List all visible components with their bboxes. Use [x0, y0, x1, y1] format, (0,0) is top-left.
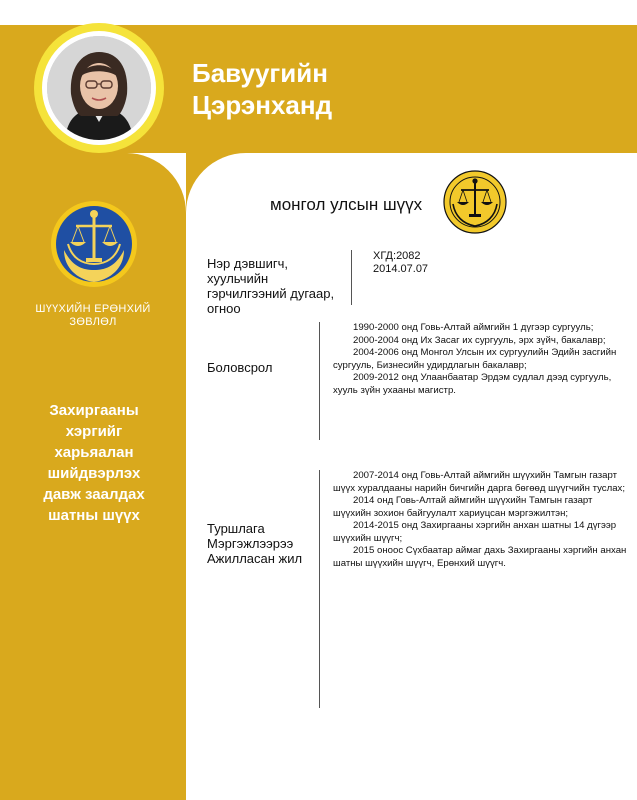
- name-line-1: Бавуугийн: [192, 58, 328, 88]
- person-portrait-icon: [47, 36, 151, 140]
- experience-item: 2014 онд Говь-Алтай аймгийн шүүхийн Тамгын газарт шүүхийн зохион байгуулалт хариуцсан мэргэжилтэн;: [333, 495, 593, 519]
- education-label: Боловсрол: [207, 360, 273, 375]
- candidate-name: [192, 57, 332, 121]
- education-item: 2009-2012 онд Улаанбаатар Эрдэм судлал дээд сургууль, хууль зүйн ухааны магистр.: [333, 372, 612, 396]
- education-item: 1990-2000 онд Говь-Алтай аймгийн 1 дүгээр сургууль;: [353, 322, 594, 333]
- education-item: 2004-2006 онд Монгол Улсын их сургуулийн Эдийн засгийн сургууль, Бизнесийн удирдлагын бакалавр;: [333, 347, 617, 371]
- portrait-frame: [34, 23, 164, 153]
- court-name-heading: монгол улсын шүүх: [270, 195, 423, 214]
- experience-label: Туршлага Мэргэжлээрээ Ажилласан жил: [207, 521, 303, 566]
- certificate-number: ХГД:2082: [373, 250, 421, 262]
- council-name: ШҮҮХИЙН ЕРӨНХИЙ ЗӨВЛӨЛ: [35, 303, 151, 328]
- education-list: [333, 322, 633, 397]
- portrait-photo: [47, 36, 151, 140]
- court-scales-emblem-icon: [443, 170, 507, 234]
- experience-item: 2015 оноос Сүхбаатар аймаг дахь Захиргааны хэргийн анхан шатны шүүхийн шүүгч, Ерөнхий шүүгч.: [333, 545, 627, 569]
- education-divider: [319, 322, 320, 440]
- name-line-2: Цэрэнханд: [192, 90, 333, 120]
- court-type-title: Захиргааны хэргийг харьяалан шийдвэрлэх давж заалдах шатны шүүх: [43, 402, 145, 524]
- nomination-divider: [351, 250, 352, 305]
- judicial-council-emblem-icon: [50, 200, 138, 288]
- education-item: 2000-2004 онд Их Засаг их сургууль, эрх зүйч, бакалавр;: [353, 334, 606, 346]
- experience-item: 2007-2014 онд Говь-Алтай аймгийн шүүхийн Тамгын газарт шүүх хуралдааны нарийн бичгийн дарга бөгөөд шүүгчийн туслах;: [333, 470, 625, 494]
- nomination-values: [373, 250, 428, 276]
- experience-divider: [319, 470, 320, 708]
- certificate-date: 2014.07.07: [373, 263, 429, 275]
- experience-item: 2014-2015 онд Захиргааны хэргийн анхан шатны 14 дүгээр шүүхийн шүүгч;: [333, 520, 617, 544]
- experience-list: [333, 470, 633, 570]
- nomination-label: Нэр дэвшигч, хуульчийн гэрчилгээний дугаар, огноо: [207, 256, 335, 316]
